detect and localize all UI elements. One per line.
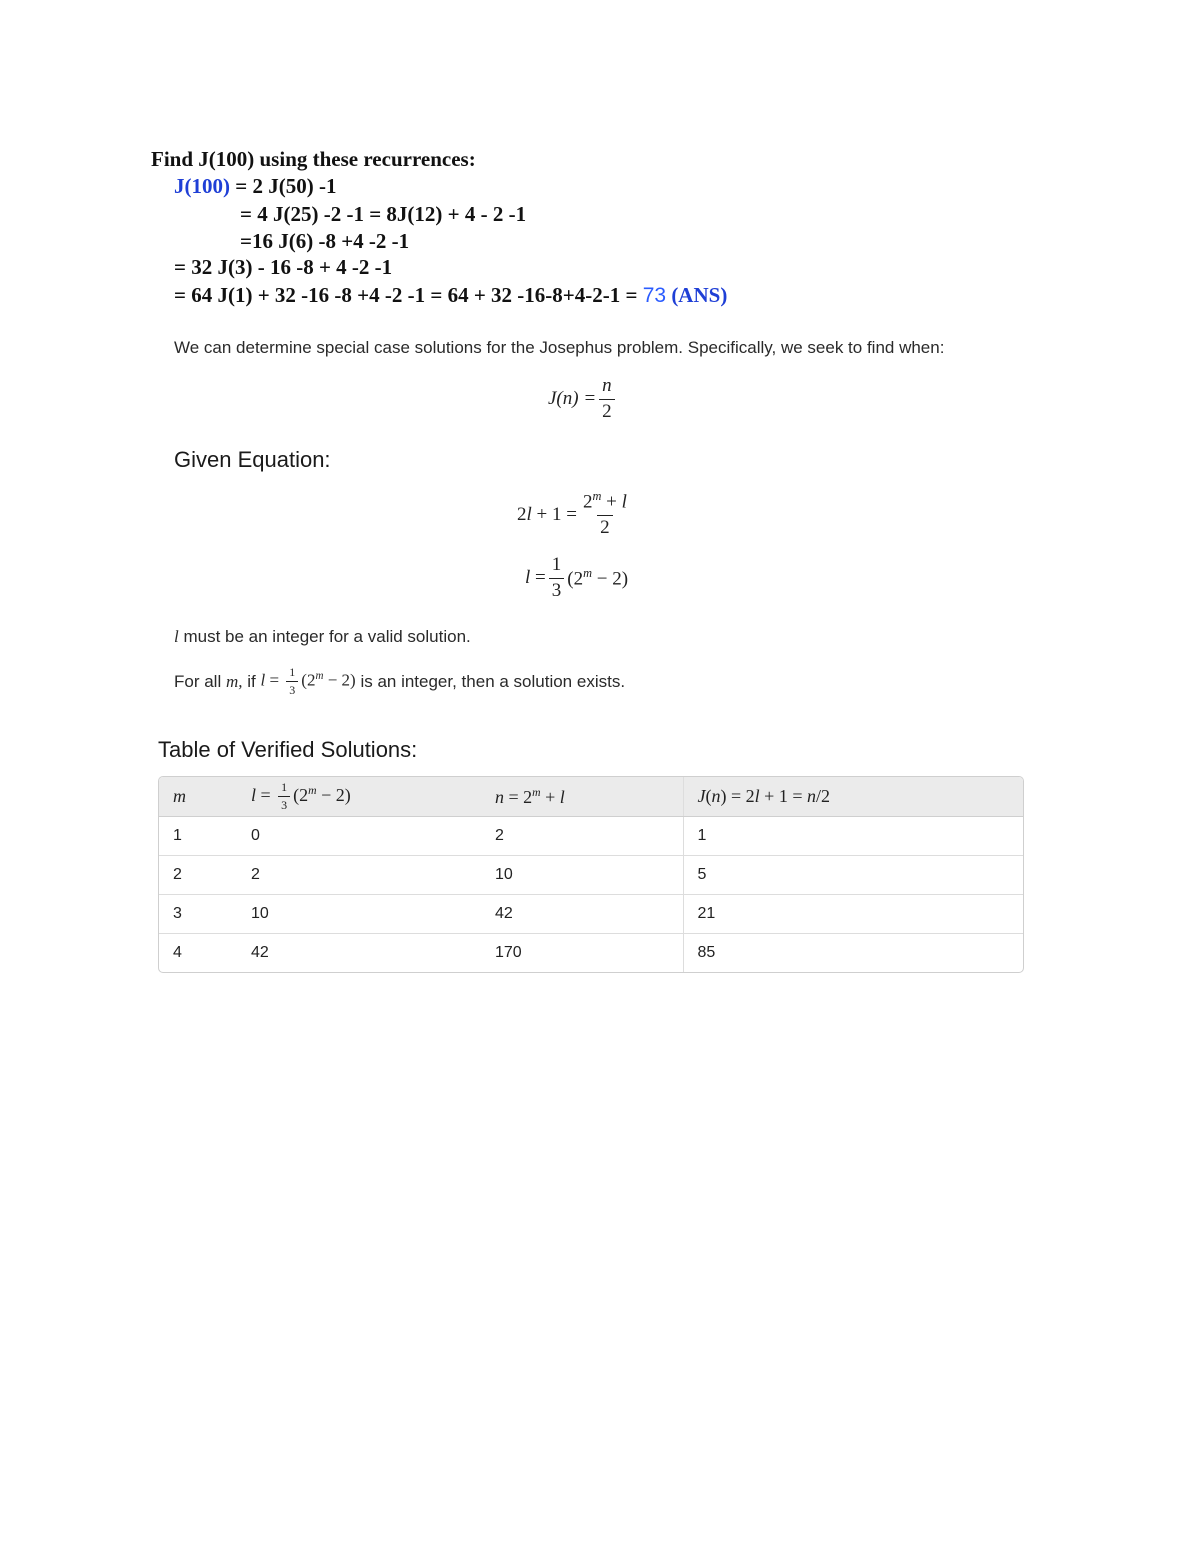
- note2-prefix: For all: [174, 671, 222, 691]
- eq2-numerator: $2^m + l$: [582, 489, 627, 513]
- integer-note: [174, 627, 471, 647]
- eq3-numerator: 1: [551, 554, 562, 575]
- equation-josephus-condition: [548, 376, 618, 423]
- header-l-formula: l = $\frac{1}{3}$ $(2^m - 2)$: [237, 777, 481, 817]
- table-row: [159, 856, 1023, 895]
- given-equation-heading: Given Equation:: [174, 447, 331, 472]
- eq1-fraction: [599, 376, 615, 423]
- recurrence-title: Find J(100) using these recurrences:: [151, 147, 476, 171]
- note2-formula: l = $\frac{1}{3}$ $(2^m - 2)$: [260, 665, 356, 698]
- eq2-denominator: 2: [597, 515, 613, 539]
- eq1-denominator: 2: [599, 399, 615, 423]
- eq2-lhs: 2l + 1 =: [517, 503, 577, 525]
- recurrence-line-2: = 4 J(25) -2 -1 = 8J(12) + 4 - 2 -1: [240, 202, 527, 226]
- cell-m: 3: [159, 895, 237, 934]
- cell-j: 1: [683, 817, 1023, 856]
- cell-n: 2: [481, 817, 683, 856]
- cell-j: 5: [683, 856, 1023, 895]
- recurrence-line-1-rest: = 2 J(50) -1: [230, 174, 337, 198]
- recurrence-line-4: = 32 J(3) - 16 -8 + 4 -2 -1: [174, 255, 393, 279]
- header-j-formula: J(n) = 2l + 1 = n/2: [683, 777, 1023, 817]
- solutions-table-container: [158, 776, 1024, 973]
- eq3-lhs: l =: [525, 567, 546, 589]
- eq2-fraction: [580, 490, 630, 539]
- recurrence-line-3: =16 J(6) -8 +4 -2 -1: [240, 229, 410, 253]
- cell-l: 2: [237, 856, 481, 895]
- note2-if: if: [247, 671, 256, 691]
- integer-note-var: l: [174, 627, 179, 646]
- note2-suffix: is an integer, then a solution exists.: [360, 671, 626, 691]
- header-n-formula: $n = 2^m + l$: [481, 777, 683, 817]
- cell-m: 4: [173, 944, 182, 961]
- cell-n: 170: [495, 944, 522, 961]
- table-row: [159, 934, 1023, 973]
- eq3-rhs: $(2^m - 2)$: [567, 566, 629, 590]
- eq3-denominator: 3: [549, 578, 565, 602]
- cell-j: 85: [683, 934, 1023, 973]
- eq3-fraction: [549, 555, 565, 602]
- eq1-lhs: J(n) =: [548, 388, 597, 410]
- recurrence-line-5-main: = 64 J(1) + 32 -16 -8 +4 -2 -1 = 64 + 32 -16-8+4-2-1 =: [174, 283, 643, 307]
- note2-var: m,: [225, 671, 243, 691]
- cell-m: 1: [159, 817, 237, 856]
- cell-l: 10: [237, 895, 481, 934]
- cell-l: 0: [237, 817, 481, 856]
- equation-l-solution: [525, 555, 628, 602]
- table-row: [159, 817, 1023, 856]
- integer-note-text: must be an integer for a valid solution.: [183, 627, 471, 646]
- recurrence-line-1: [174, 173, 336, 200]
- cell-j: 21: [683, 895, 1023, 934]
- cell-n: 10: [481, 856, 683, 895]
- table-header-row: [159, 777, 1023, 817]
- solution-condition-note: [174, 666, 625, 697]
- table-row: [159, 895, 1023, 934]
- solutions-table: [159, 777, 1023, 972]
- header-m: m: [159, 777, 237, 817]
- intro-paragraph: We can determine special case solutions for the Josephus problem. Specifically, we seek to find when:: [174, 338, 945, 357]
- cell-m: 2: [159, 856, 237, 895]
- cell-n: 42: [481, 895, 683, 934]
- recurrence-j100-label: J(100): [174, 174, 230, 198]
- table-heading: Table of Verified Solutions:: [158, 737, 418, 762]
- eq1-numerator: n: [602, 375, 612, 396]
- recurrence-line-5: [174, 282, 727, 309]
- cell-l: 42: [251, 944, 269, 961]
- answer-label: (ANS): [666, 283, 728, 307]
- equation-given: [517, 490, 633, 539]
- answer-value: 73: [642, 284, 667, 307]
